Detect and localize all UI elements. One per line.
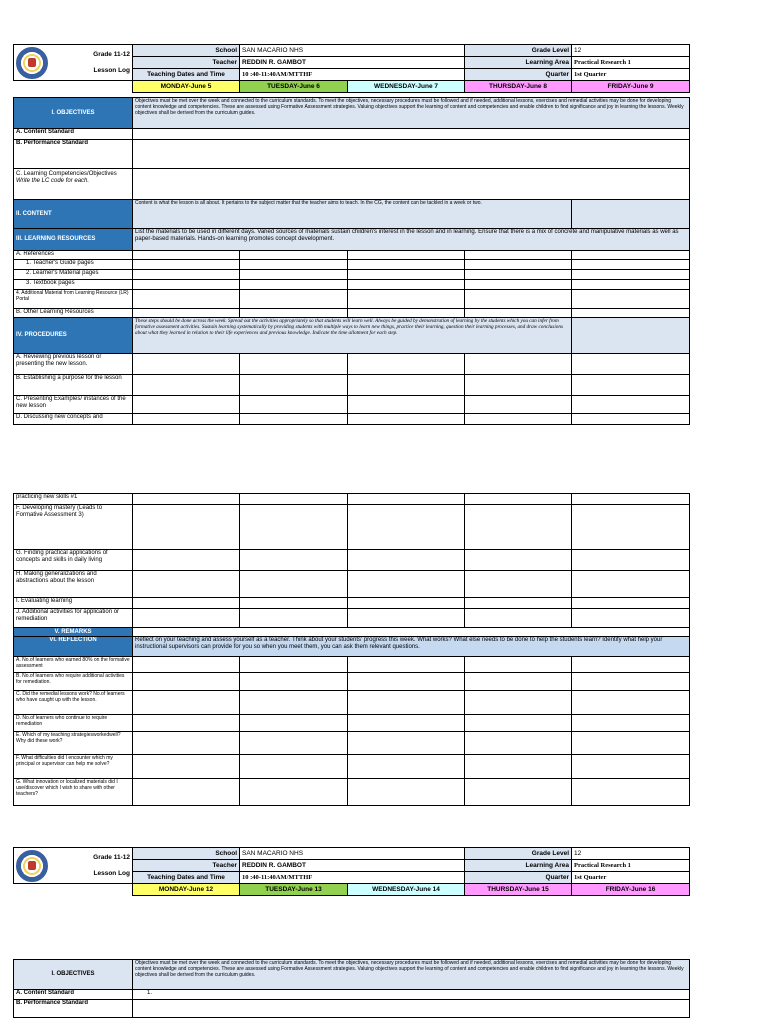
objectives-note: Objectives must be met over the week and connected to the curriculum standards. To meet the objectives, necessary procedures must be followed and if needed, additional lessons, exercises and remedial activities may be done for developing content knowledge and competencies. These are assessed using Formative Assessment strategies. Valuing objectives support the learning of content and competencies and enable children to find significance and joy in learning the lessons. Weekly objectives shall be derived from the curriculum guides.: [133, 98, 690, 129]
reflection-g-label: G. What innovation or localized materials did I use/discover which I wish to share with other teachers?: [14, 779, 133, 806]
day-thursday: THURSDAY-June 8: [465, 81, 572, 93]
procedures-note: These steps should be done across the week. Spread out the activities appropriately so that students will learn well. Always be guided by demonstration of learning by the students which you can infer from formative assessment activities. Sustain learning systematically by providing students with multiple ways to learn new things, practice their learning, question their learning processes, and draw conclusions about what they learned in relation to their life experiences and previous knowledge. Indicate the time allotment for each step.: [133, 318, 572, 354]
content-standard-label: A. Content Standard: [14, 129, 133, 140]
lesson-log-body-page1: [13, 97, 689, 425]
procedure-g-label: G. Finding practical applications of concepts and skills in daily living: [14, 550, 133, 571]
teacher-value: REDDIN R. GAMBOT: [240, 57, 465, 69]
reflection-d-label: D. No.of learners who continue to require remediation: [14, 715, 133, 732]
content-note: Content is what the lesson is all about. It pertains to the subject matter that the teacher aims to teach. In the CG, the content can be tackled in a week or two.: [133, 200, 572, 229]
performance-standard-label: B. Performance Standard: [14, 1000, 133, 1018]
quarter-label: Quarter: [465, 872, 572, 884]
lesson-log-header-week1: [13, 44, 689, 93]
time-value: 10 :40-11:40AM/MTTHF: [240, 872, 465, 884]
school-label: School: [133, 848, 240, 860]
reflection-c-label: C. Did the remedial lessons work? No.of learners who have caught up with the lesson.: [14, 691, 133, 715]
procedure-d-label: D. Discussing new concepts and: [14, 414, 133, 425]
objectives-heading: I. OBJECTIVES: [14, 98, 133, 129]
lesson-log-body-week2: [13, 959, 689, 1018]
lesson-log-header-week2: [13, 847, 689, 896]
lesson-log-label: Lesson Log: [93, 869, 130, 877]
reflection-a-label: A. No.of learners who earned 80% on the formative assessment: [14, 657, 133, 673]
teacher-value: REDDIN R. GAMBOT: [240, 860, 465, 872]
resources-note: List the materials to be used in different days. Varied sources of materials sustain children's interest in the lesson and in learning. Ensure that there is a mix of concrete and manipulative materials as well as paper-based materials. Hands-on learning promotes concept development.: [133, 229, 690, 251]
content-note-blank: [572, 200, 690, 229]
quarter-value: 1st Quarter: [572, 872, 690, 884]
procedure-b-label: B. Establishing a purpose for the lesson: [14, 375, 133, 396]
day-friday: FRIDAY-June 16: [572, 884, 690, 896]
textbook-label: 3. Textbook pages: [14, 280, 133, 290]
objectives-heading: I. OBJECTIVES: [14, 960, 133, 990]
content-standard-value: [133, 129, 690, 140]
grade-level-value: 12: [572, 45, 690, 57]
day-monday: MONDAY-June 12: [133, 884, 240, 896]
competencies-value: [133, 169, 690, 200]
learning-area-label: Learning Area: [465, 57, 572, 69]
grade-level-label: Grade Level: [465, 45, 572, 57]
deped-seal-icon: [16, 850, 48, 882]
day-friday: FRIDAY-June 9: [572, 81, 690, 93]
reflection-f-label: F. What difficulties did I encounter which my principal or supervisor can help me solve?: [14, 755, 133, 779]
content-standard-label: A. Content Standard: [14, 990, 133, 1000]
lesson-log-label: Lesson Log: [93, 66, 130, 74]
day-tuesday: TUESDAY-June 6: [240, 81, 348, 93]
deped-seal: [14, 45, 133, 81]
additional-material-label: 4. Additional Material from Learning Resource (LR) Portal: [14, 290, 133, 309]
competencies-label: [14, 169, 133, 200]
school-value: SAN MACARIO NHS: [240, 45, 465, 57]
day-wednesday: WEDNESDAY-June 7: [348, 81, 465, 93]
grade-level-label: Grade Level: [465, 848, 572, 860]
teacher-label: Teacher: [133, 860, 240, 872]
day-monday: MONDAY-June 5: [133, 81, 240, 93]
procedure-e-label: practicing new skills #1: [14, 494, 133, 505]
day-thursday: THURSDAY-June 15: [465, 884, 572, 896]
reflection-heading: VI. REFLECTION: [14, 637, 133, 657]
dates-label: Teaching Dates and Time: [133, 872, 240, 884]
resources-heading: III. LEARNING RESOURCES: [14, 229, 133, 251]
procedure-j-label: J. Additional activities for application or remediation: [14, 609, 133, 628]
quarter-label: Quarter: [465, 69, 572, 81]
performance-standard-label: B. Performance Standard: [14, 140, 133, 169]
procedure-h-label: H. Making generalizations and abstractions about the lesson: [14, 571, 133, 598]
grade-label: Grade 11-12: [93, 853, 130, 861]
reflection-b-label: B. No.of learners who require additional activities for remediation.: [14, 673, 133, 691]
school-label: School: [133, 45, 240, 57]
lesson-log-body-page2: [13, 493, 689, 806]
grade-level-value: 12: [572, 848, 690, 860]
procedures-heading: IV. PROCEDURES: [14, 318, 133, 354]
quarter-value: 1st Quarter: [572, 69, 690, 81]
learning-area-value: Practical Research 1: [572, 860, 690, 872]
content-standard-value: 1.: [133, 990, 690, 1000]
remarks-heading: V. REMARKS: [14, 628, 133, 637]
procedure-c-label: C. Presenting Examples/ instances of the new lesson: [14, 396, 133, 414]
procedure-i-label: I. Evaluating learning: [14, 598, 133, 609]
learners-material-label: 2. Learner's Material pages: [14, 270, 133, 280]
procedure-a-label: A. Reviewing previous lesson or presenting the new lesson.: [14, 354, 133, 375]
references-label: A. References: [14, 251, 133, 260]
remarks-value: [133, 628, 690, 637]
reflection-note: Reflect on your teaching and assess yourself as a teacher. Think about your students' progress this week. What works? What else needs to be done to help the students learn? Identify what help your instructional supervisors can provide for you so when you meet them, you can ask them relevant questions.: [133, 637, 690, 657]
performance-standard-value: [133, 1000, 690, 1018]
grade-label: Grade 11-12: [93, 50, 130, 58]
day-tuesday: TUESDAY-June 13: [240, 884, 348, 896]
other-resources-label: B. Other Learning Resources: [14, 309, 133, 318]
reflection-e-label: E. Which of my teaching strategiesworkedwell?Why did these work?: [14, 732, 133, 755]
competencies-title: C. Learning Competencies/Objectives: [16, 171, 117, 177]
teachers-guide-label: 1. Teacher's Guide pages: [14, 260, 133, 270]
performance-standard-value: [133, 140, 690, 169]
deped-seal-week2: [14, 848, 133, 884]
objectives-note: Objectives must be met over the week and connected to the curriculum standards. To meet the objectives, necessary procedures must be followed and if needed, additional lessons, exercises and remedial activities may be done for developing content knowledge and competencies. These are assessed using Formative Assessment strategies. Valuing objectives support the learning of content and competencies and enable children to find significance and joy in learning the lessons. Weekly objectives shall be derived from the curriculum guides.: [133, 960, 690, 990]
procedure-f-label: F. Developing mastery (Leads to Formative Assessment 3): [14, 505, 133, 550]
deped-seal-icon: [16, 47, 48, 79]
day-wednesday: WEDNESDAY-June 14: [348, 884, 465, 896]
learning-area-value: Practical Research 1: [572, 57, 690, 69]
competencies-note: Write the LC code for each.: [16, 178, 90, 184]
learning-area-label: Learning Area: [465, 860, 572, 872]
teacher-label: Teacher: [133, 57, 240, 69]
school-value: SAN MACARIO NHS: [240, 848, 465, 860]
time-value: 10 :40-11:40AM/MTTHF: [240, 69, 465, 81]
dates-label: Teaching Dates and Time: [133, 69, 240, 81]
content-heading: II. CONTENT: [14, 200, 133, 229]
procedures-note-blank: [572, 318, 690, 354]
